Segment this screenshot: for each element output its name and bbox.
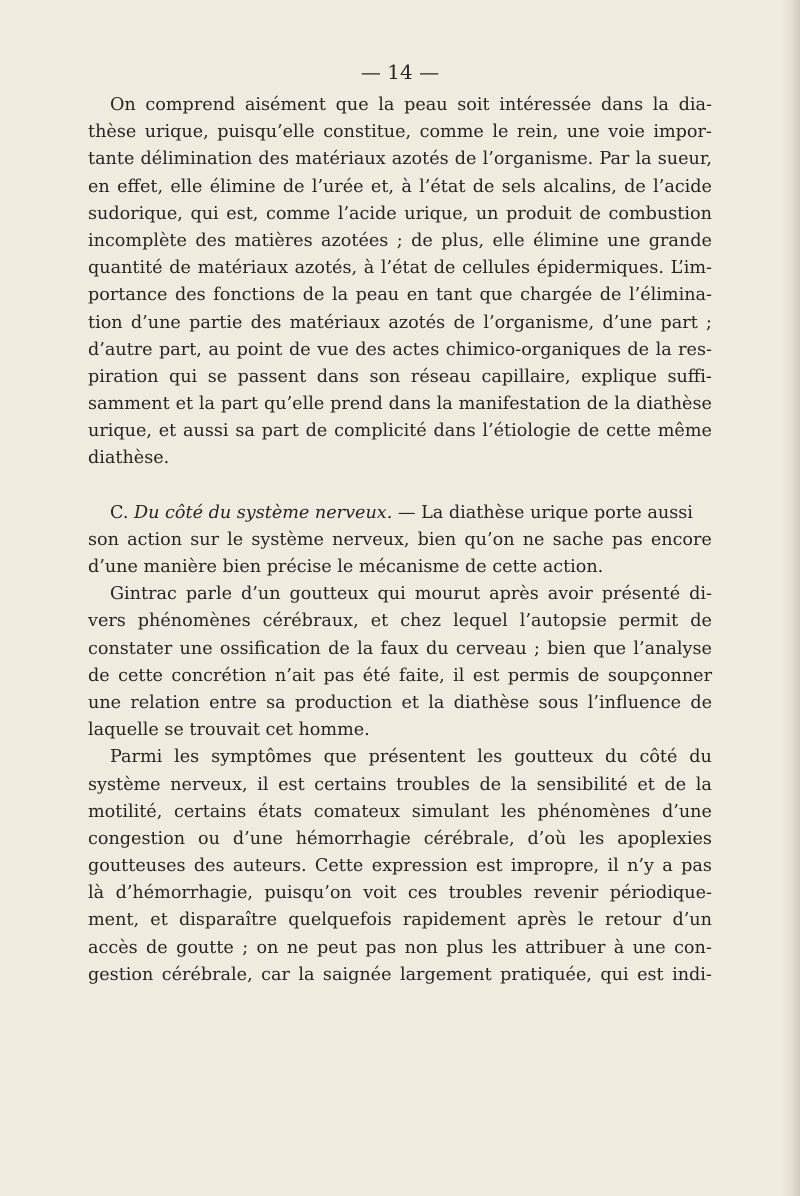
text-line: laquelle se trouvait cet homme. [88, 720, 370, 741]
text-line: thèse urique, puisqu’elle constitue, comme le rein, une voie impor- [88, 122, 712, 143]
paragraph [88, 744, 712, 989]
text-line: constater une ossification de la faux du cerveau ; bien que l’analyse [88, 638, 712, 659]
text-line: goutteuses des auteurs. Cette expression est impropre, il n’y a pas [88, 856, 712, 877]
text-line: d’autre part, au point de vue des actes chimico-organiques de la res- [88, 339, 712, 360]
text-line: samment et la part qu’elle prend dans la manifestation de la diathèse [88, 394, 712, 415]
page-edge-shadow [782, 0, 800, 1196]
paragraph [88, 581, 712, 744]
text-line: gestion cérébrale, car la saignée largement pratiquée, qui est indi- [88, 964, 712, 985]
text-line: tante délimination des matériaux azotés de l’organisme. Par la sueur, [88, 149, 712, 170]
text-line: urique, et aussi sa part de complicité dans l’étiologie de cette même [88, 421, 712, 442]
section-heading-rest: — La diathèse urique porte aussi [392, 502, 693, 523]
text-line: son action sur le système nerveux, bien qu’on ne sache pas encore [88, 529, 712, 550]
text-line: vers phénomènes cérébraux, et chez lequel l’autopsie permit de [88, 611, 712, 632]
text-line: diathèse. [88, 448, 170, 469]
text-line: accès de goutte ; on ne peut pas non plus les attribuer à une con- [88, 937, 712, 958]
section-spacer [88, 473, 712, 500]
text-line: système nerveux, il est certains troubles de la sensibilité et de la [88, 774, 712, 795]
page-number: — 14 — [360, 60, 440, 84]
text-line: incomplète des matières azotées ; de plus, elle élimine une grande [88, 230, 712, 251]
text-line: là d’hémorrhagie, puisqu’on voit ces troubles revenir périodique- [88, 883, 712, 904]
text-line: congestion ou d’une hémorrhagie cérébrale, d’où les apoplexies [88, 828, 712, 849]
text-line: en effet, elle élimine de l’urée et, à l’état de sels alcalins, de l’acide [88, 176, 712, 197]
text-line: de cette concrétion n’ait pas été faite, il est permis de soupçonner [88, 665, 712, 686]
text-line: portance des fonctions de la peau en tant que chargée de l’élimina- [88, 285, 712, 306]
paragraph [88, 92, 712, 473]
body-text [88, 92, 712, 989]
section-label-title: Du côté du système nerveux. [134, 502, 393, 523]
text-line: d’une manière bien précise le mécanisme de cette action. [88, 557, 604, 577]
paragraph-section-c [88, 500, 712, 582]
section-label-prefix: C. [110, 502, 135, 523]
text-line: On comprend aisément que la peau soit intéressée dans la dia- [110, 95, 712, 115]
text-line: Gintrac parle d’un goutteux qui mourut après avoir présenté di- [110, 584, 712, 605]
text-line: quantité de matériaux azotés, à l’état de cellules épidermiques. L’im- [88, 258, 712, 279]
text-line: sudorique, qui est, comme l’acide urique, un produit de combustion [88, 203, 712, 224]
text-line: motilité, certains états comateux simulant les phénomènes d’une [88, 801, 712, 822]
text-line: Parmi les symptômes que présentent les goutteux du côté du [110, 747, 712, 768]
text-line: une relation entre sa production et la diathèse sous l’influence de [88, 692, 712, 713]
section-heading-line [88, 500, 712, 527]
text-line: ment, et disparaître quelquefois rapidement après le retour d’un [88, 910, 712, 931]
text-line: tion d’une partie des matériaux azotés de l’organisme, d’une part ; [88, 312, 712, 333]
text-line: piration qui se passent dans son réseau capillaire, explique suffi- [88, 366, 712, 387]
